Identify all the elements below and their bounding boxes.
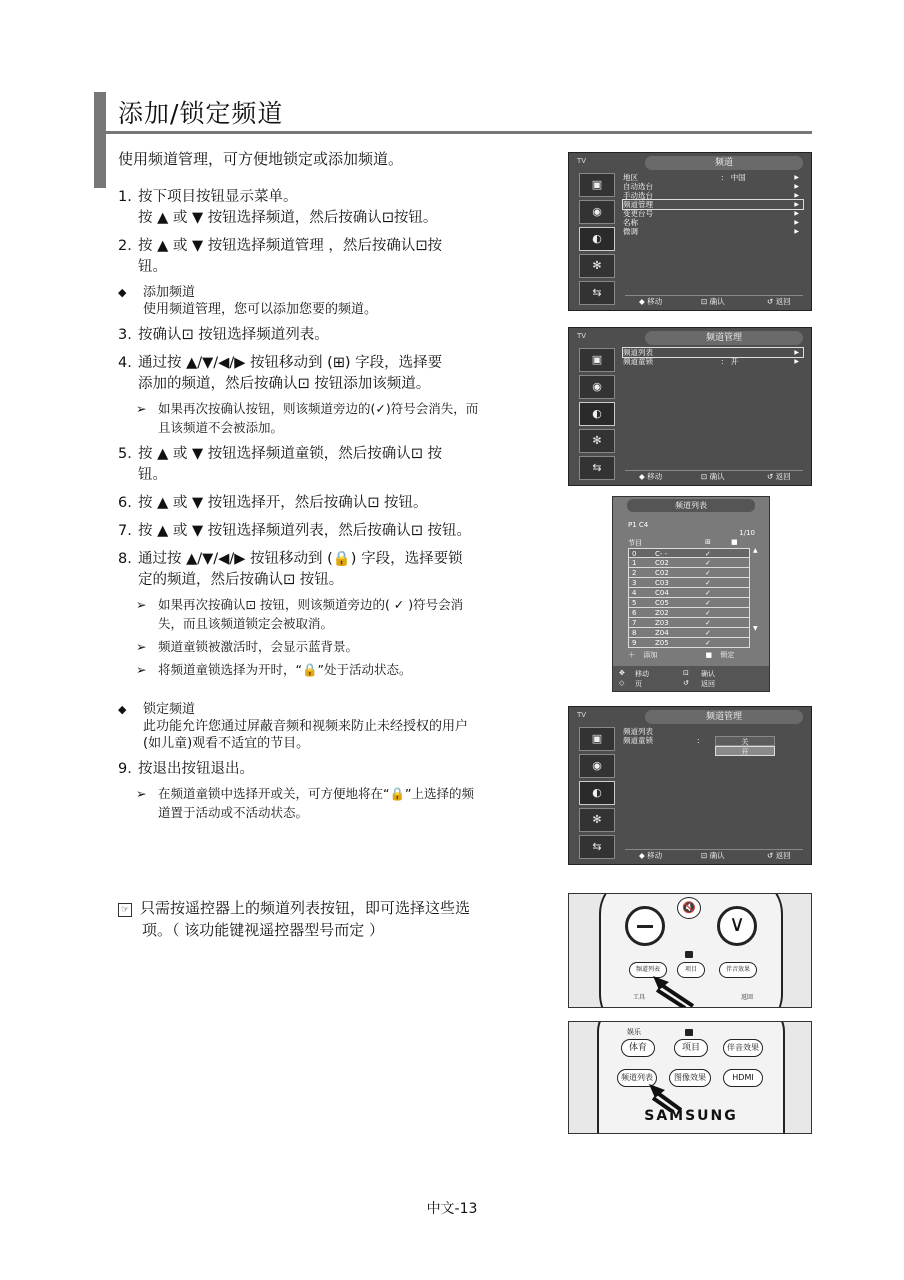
step-2: 2. 按 ▲ 或 ▼ 按钮选择频道管理 ，然后按确认⊡按 钮。 — [118, 238, 442, 275]
tv-menu-channel-manager: TV 频道管理 ▣ ◉ ◐ ✻ ⇆ 频道列表 ▶ 频道童锁 : 开 ▶ ◆ 移动 ⊡ 确认 ↺ 返回 — [568, 327, 812, 486]
menu-item-region[interactable]: 地区 : 中国 ▶ — [623, 173, 799, 182]
menu-item-channel-list[interactable]: 频道列表 — [623, 727, 653, 736]
channel-icon[interactable]: ◐ — [579, 781, 615, 805]
menu-sidebar — [579, 727, 615, 862]
table-row[interactable]: 8 Z04 ✓ — [628, 628, 750, 638]
picture-effect-button[interactable]: 图像效果 — [669, 1069, 711, 1087]
tv-menu-child-lock: TV 频道管理 ▣ ◉ ◐ ✻ ⇆ 频道列表 频道童锁 : 关 开 ◆ 移动 ⊡ 确认 ↺ 返回 — [568, 706, 812, 865]
input-icon[interactable]: ⇆ — [579, 281, 615, 305]
arrow-right-icon: ▶ — [794, 358, 799, 365]
picture-icon[interactable]: ▣ — [579, 727, 615, 751]
mute-icon[interactable]: 🔇 — [677, 897, 701, 919]
move-icon: ✥ — [619, 669, 625, 677]
table-row[interactable]: 1 C02 ✓ — [628, 558, 750, 568]
menu-item-manual-store[interactable]: 手动选台 ▶ — [623, 191, 799, 200]
sound-icon[interactable]: ◉ — [579, 375, 615, 399]
arrow-right-icon: ▶ — [794, 201, 799, 208]
remote-image-1: ∨ 🔇 频道列表 项目 伴音效果 工具 返回 — [568, 893, 812, 1008]
note-4: ➢ 将频道童锁选择为开时，“🔒”处于活动状态。 — [136, 662, 412, 677]
option-off[interactable]: 关 — [715, 736, 775, 746]
note-5: ➢ 在频道童锁中选择开或关，可方便地将在“🔒”上选择的频 道置于活动或不活动状态。 — [136, 786, 475, 820]
menu-footer: ◆ 移动 ⊡ 确认 ↺ 返回 — [625, 295, 803, 307]
lock-column-icon: ■ — [731, 538, 738, 546]
channel-list-button[interactable]: 频道列表 — [617, 1069, 657, 1087]
arrow-right-icon: ▶ — [794, 192, 799, 199]
arrow-right-icon: ▶ — [794, 219, 799, 226]
page-indicator: 1/10 — [739, 529, 755, 537]
menu-footer: ◆ 移动 ⊡ 确认 ↺ 返回 — [625, 849, 803, 861]
table-row[interactable]: 0 C- - ✓ — [628, 548, 750, 558]
scroll-down-icon[interactable]: ▼ — [753, 625, 758, 632]
menu-header: 频道 — [645, 156, 803, 170]
input-icon[interactable]: ⇆ — [579, 456, 615, 480]
page-title: 添加/锁定频道 — [118, 99, 284, 128]
menu-items — [623, 173, 803, 236]
menu-item-sort[interactable]: 变更台号 ▶ — [623, 209, 799, 218]
sound-effect-button[interactable]: 伴音效果 — [723, 1039, 763, 1057]
menu-items — [623, 348, 803, 366]
title-accent-bar — [94, 92, 106, 188]
channel-list-header: 频道列表 — [627, 499, 755, 512]
channel-rows — [628, 548, 750, 648]
setup-icon[interactable]: ✻ — [579, 808, 615, 832]
arrow-right-icon: ▶ — [794, 228, 799, 235]
arrow-right-icon: ▶ — [794, 174, 799, 181]
back-icon: ↺ — [683, 679, 689, 687]
arrow-right-icon: ▶ — [794, 210, 799, 217]
table-row[interactable]: 3 C03 ✓ — [628, 578, 750, 588]
enter-icon: ⊡ — [683, 669, 689, 677]
samsung-logo: SAMSUNG — [644, 1108, 738, 1124]
volume-down-button[interactable] — [625, 906, 665, 946]
pointer-arrow-icon — [649, 974, 699, 1008]
hdmi-button[interactable]: HDMI — [723, 1069, 763, 1087]
page-number: 中文-13 — [426, 1201, 478, 1217]
option-on[interactable]: 开 — [715, 746, 775, 756]
table-row[interactable]: 2 C02 ✓ — [628, 568, 750, 578]
note-3: ➢ 频道童锁被激活时，会显示蓝背景。 — [136, 639, 359, 654]
menu-sidebar — [579, 348, 615, 483]
page-icon: ◇ — [619, 679, 625, 687]
table-row[interactable]: 7 Z03 ✓ — [628, 618, 750, 628]
bullet-add-channel: ◆ 添加频道 使用频道管理，您可以添加您要的频道。 — [118, 285, 378, 317]
channel-list-button[interactable]: 频道列表 — [629, 962, 667, 978]
channel-down-button[interactable]: ∨ — [717, 906, 757, 946]
menu-footer: ◆ 移动 ⊡ 确认 ↺ 返回 — [625, 470, 803, 482]
menu-item-channel-manager[interactable]: 频道管理 ▶ — [623, 200, 803, 209]
table-row[interactable]: 4 C04 ✓ — [628, 588, 750, 598]
picture-icon[interactable]: ▣ — [579, 348, 615, 372]
add-column-icon: ⊞ — [705, 538, 711, 546]
step-6: 6. 按 ▲ 或 ▼ 按钮选择开，然后按确认⊡ 按钮。 — [118, 495, 428, 511]
step-7: 7. 按 ▲ 或 ▼ 按钮选择频道列表，然后按确认⊡ 按钮。 — [118, 523, 471, 539]
add-icon: ＋ — [628, 651, 635, 659]
step-9: 9. 按退出按钮退出。 — [118, 761, 254, 777]
channel-list-legend: ＋ 添加 ■ 锁定 — [628, 651, 735, 659]
lock-icon: ■ — [705, 651, 713, 659]
table-row[interactable]: 6 Z02 ✓ — [628, 608, 750, 618]
menu-indicator-icon — [685, 951, 693, 958]
instructions — [118, 180, 558, 822]
title-rule — [106, 131, 812, 134]
menu-item-channel-list[interactable]: 频道列表 ▶ — [623, 348, 803, 357]
note-icon: ☞ — [118, 903, 132, 917]
input-icon[interactable]: ⇆ — [579, 835, 615, 859]
channel-list-nav: ✥ 移动 ⊡ 确认 ◇ 页 ↺ 返回 — [613, 666, 769, 691]
menu-item-name[interactable]: 名称 ▶ — [623, 218, 799, 227]
menu-button[interactable]: 项目 — [674, 1039, 708, 1057]
menu-header: 频道管理 — [645, 331, 803, 345]
sound-effect-button[interactable]: 伴音效果 — [719, 962, 757, 978]
note-2: ➢ 如果再次按确认⊡ 按钮，则该频道旁边的( ✓ )符号会消 失，而且该频道锁定会被取消。 — [136, 597, 464, 631]
table-row[interactable]: 9 Z05 ✓ — [628, 638, 750, 648]
menu-items — [623, 727, 803, 745]
setup-icon[interactable]: ✻ — [579, 429, 615, 453]
menu-item-child-lock[interactable]: 频道童锁 : 开 ▶ — [623, 357, 799, 366]
arrow-right-icon: ▶ — [794, 183, 799, 190]
menu-indicator-icon — [685, 1029, 693, 1036]
arrow-right-icon: ▶ — [794, 349, 799, 356]
intro-text: 使用频道管理，可方便地锁定或添加频道。 — [118, 150, 404, 168]
note-1: ➢ 如果再次按确认按钮，则该频道旁边的(✓)符号会消失，而 且该频道不会被添加。 — [136, 401, 479, 435]
step-3: 3. 按确认⊡ 按钮选择频道列表。 — [118, 327, 329, 343]
channel-icon[interactable]: ◐ — [579, 227, 615, 251]
menu-item-fine-tune[interactable]: 微调 ▶ — [623, 227, 799, 236]
menu-item-child-lock[interactable]: 频道童锁 : — [623, 736, 700, 745]
sport-button[interactable]: 体育 — [621, 1039, 655, 1057]
step-8: 8. 通过按 ▲/▼/◀/▶ 按钮移动到 (🔒) 字段，选择要锁 定的频道，然后按确认⊡ 按钮。 — [118, 551, 463, 588]
menu-item-auto-store[interactable]: 自动选台 ▶ — [623, 182, 799, 191]
channel-list-panel: 频道列表 P1 C4 1/10 节目 ⊞ ■ 0 C- - ✓ 1 C02 ✓ 2 C02 ✓ 3 C03 ✓ 4 C04 ✓ 5 C05 ✓ 6 Z02 ✓ 7 Z03 ✓ 8 Z04 ✓ 9 Z05 ✓ ▲ ▼ ＋ 添加 ■ 锁定 ✥ 移动 ⊡ 确认 ◇ 页 ↺ 返回 — [612, 496, 770, 692]
bullet-lock-channel: ◆ 锁定频道 此功能允许您通过屏蔽音频和视频来防止未经授权的用户 (如儿童)观看不适宜的节目。 — [118, 702, 469, 751]
picture-icon[interactable]: ▣ — [579, 173, 615, 197]
sound-icon[interactable]: ◉ — [579, 754, 615, 778]
column-header: 节目 ⊞ ■ — [628, 538, 738, 547]
menu-button[interactable]: 项目 — [677, 962, 705, 978]
setup-icon[interactable]: ✻ — [579, 254, 615, 278]
channel-icon[interactable]: ◐ — [579, 402, 615, 426]
step-4: 4. 通过按 ▲/▼/◀/▶ 按钮移动到 (⊞) 字段，选择要 添加的频道，然后按确认⊡ 按钮添加该频道。 — [118, 355, 443, 392]
remote-image-2: 娱乐 体育 项目 伴音效果 频道列表 图像效果 HDMI SAMSUNG — [568, 1021, 812, 1134]
menu-sidebar — [579, 173, 615, 308]
step-5: 5. 按 ▲ 或 ▼ 按钮选择频道童锁，然后按确认⊡ 按 钮。 — [118, 446, 442, 483]
remote-tip: ☞ 只需按遥控器上的频道列表按钮，即可选择这些选 项。（ 该功能键视遥控器型号而定 ） — [118, 897, 548, 941]
table-row[interactable]: 5 C05 ✓ — [628, 598, 750, 608]
scroll-up-icon[interactable]: ▲ — [753, 547, 758, 554]
menu-header: 频道管理 — [645, 710, 803, 724]
step-1: 1. 按下项目按钮显示菜单。 按 ▲ 或 ▼ 按钮选择频道，然后按确认⊡按钮。 — [118, 189, 438, 226]
sound-icon[interactable]: ◉ — [579, 200, 615, 224]
tv-menu-channel: TV 频道 ▣ ◉ ◐ ✻ ⇆ 地区 : 中国 ▶ 自动选台 ▶ 手动选台 ▶ 频道管理 ▶ 变更台号 ▶ 名称 ▶ 微调 ▶ ◆ 移动 ⊡ 确认 ↺ 返回 — [568, 152, 812, 311]
